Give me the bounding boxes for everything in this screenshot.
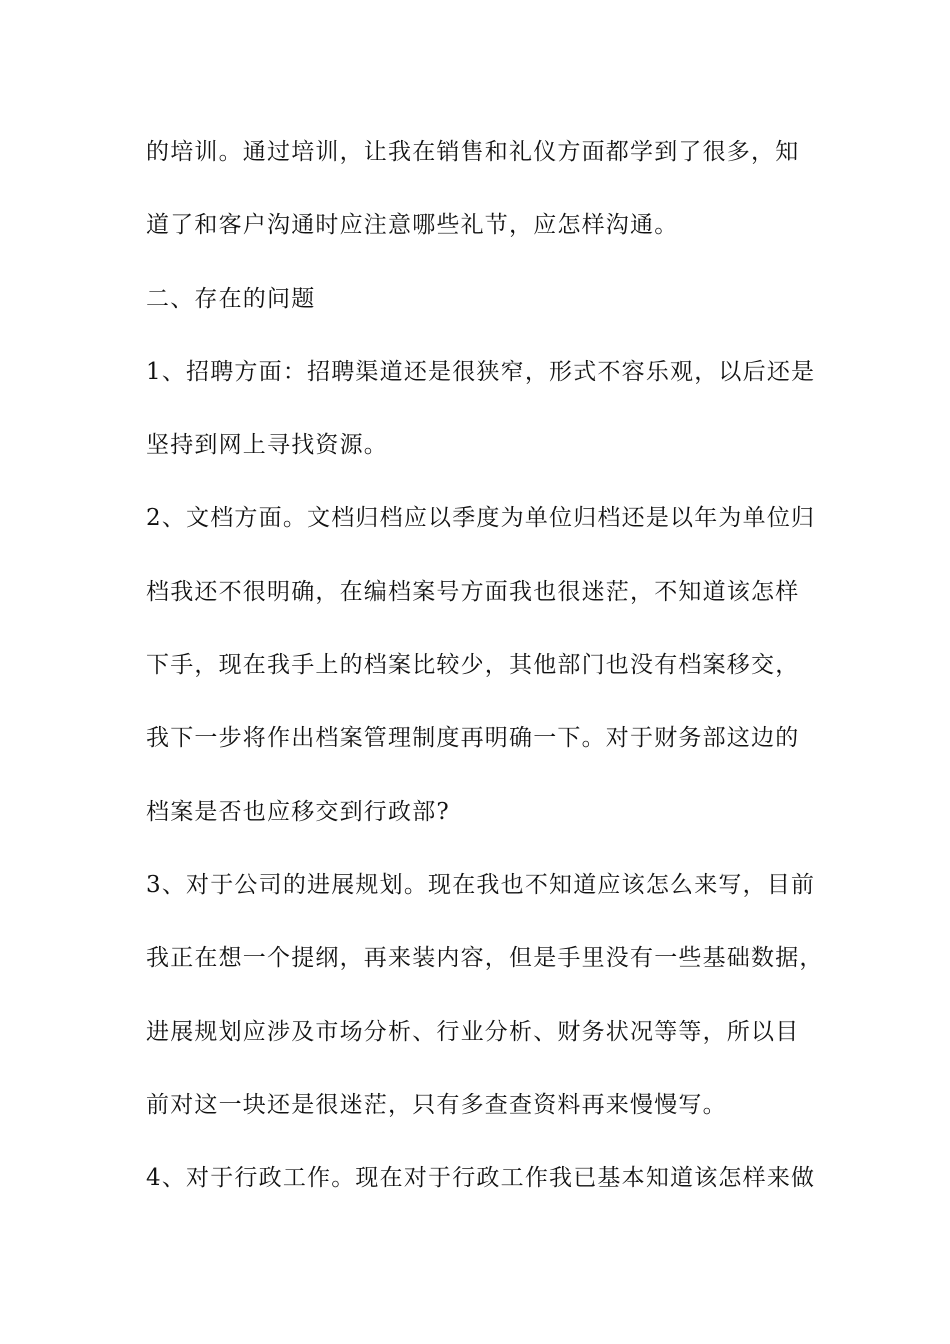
- text-line: 4、对于行政工作。现在对于行政工作我已基本知道该怎样来做: [146, 1165, 816, 1192]
- text-line: 2、文档方面。文档归档应以季度为单位归档还是以年为单位归: [146, 505, 816, 532]
- text-line: 1、招聘方面：招聘渠道还是很狭窄，形式不容乐观，以后还是: [146, 358, 816, 385]
- text-line: 3、对于公司的进展规划。现在我也不知道应该怎么来写，目前: [146, 871, 816, 898]
- text-line: 档案是否也应移交到行政部?: [146, 798, 450, 825]
- document-body: [146, 132, 824, 1231]
- text-line: 坚持到网上寻找资源。: [146, 432, 388, 459]
- text-line: 档我还不很明确，在编档案号方面我也很迷茫，不知道该怎样: [146, 578, 800, 605]
- text-line: 的培训。通过培训，让我在销售和礼仪方面都学到了很多，知: [146, 139, 800, 165]
- text-line: 前对这一块还是很迷茫，只有多查查资料再来慢慢写。: [146, 1091, 727, 1118]
- text-line: 道了和客户沟通时应注意哪些礼节，应怎样沟通。: [146, 212, 679, 239]
- text-line: 进展规划应涉及市场分析、行业分析、财务状况等等，所以目: [146, 1018, 800, 1045]
- text-line: 下手，现在我手上的档案比较少，其他部门也没有档案移交，: [146, 652, 800, 679]
- text-line: 我正在想一个提纲，再来装内容，但是手里没有一些基础数据，: [146, 945, 824, 972]
- text-line: 我下一步将作出档案管理制度再明确一下。对于财务部这边的: [146, 725, 800, 752]
- section-heading: 二、存在的问题: [146, 285, 316, 312]
